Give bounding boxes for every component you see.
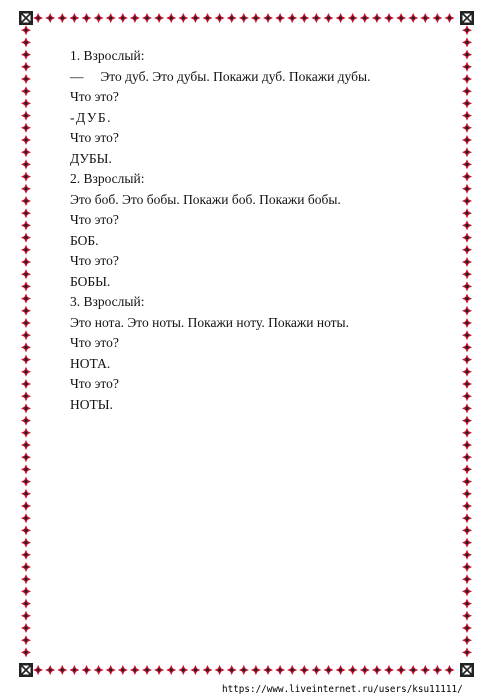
border-ornament [372,13,382,23]
border-ornament [462,50,472,60]
border-ornament [462,281,472,291]
text-line: -ДУБ. [70,109,113,125]
border-ornament [21,159,31,169]
border-ornament [21,294,31,304]
border-ornament [21,74,31,84]
border-ornament [275,665,285,675]
border-ornament [94,665,104,675]
border-ornament [106,665,116,675]
text-line: — Это дуб. Это дубы. Покажи дуб. Покажи дубы. [70,68,371,84]
border-ornament [21,220,31,230]
border-ornament [462,538,472,548]
border-ornament [462,464,472,474]
text-line: Что это? [70,89,119,104]
text-line: НОТА. [70,355,111,371]
border-ornament [130,13,140,23]
text-line: БОБ. [70,232,99,248]
border-ornament [462,306,472,316]
border-ornament [21,647,31,657]
border-ornament [462,623,472,633]
border-ornament [21,281,31,291]
border-ornament [462,513,472,523]
border-ornament [33,665,43,675]
border-ornament [462,220,472,230]
border-ornament [178,665,188,675]
border-ornament [432,665,442,675]
border-ornament [21,342,31,352]
border-ornament [462,37,472,47]
border-ornament [287,13,297,23]
border-ornament [299,13,309,23]
border-ornament [462,416,472,426]
border-ornament [462,379,472,389]
border-ornament [336,665,346,675]
border-ornament [166,665,176,675]
border-ornament [462,245,472,255]
border-ornament [21,37,31,47]
border-ornament [215,13,225,23]
border-ornament [263,13,273,23]
border-ornament [21,111,31,121]
border-ornament [462,74,472,84]
border-ornament [462,269,472,279]
border-ornament [154,13,164,23]
border-ornament [251,665,261,675]
border-ornament [21,452,31,462]
corner-ornament-bottom-left [19,663,33,677]
border-ornament [462,391,472,401]
corner-ornament-bottom-right [460,663,474,677]
text-line: Это нота. Это ноты. Покажи ноту. Покажи ноты. [70,314,349,330]
border-ornament [462,525,472,535]
border-ornament [462,599,472,609]
border-bottom [33,665,454,675]
border-ornament [462,208,472,218]
border-ornament [420,13,430,23]
border-ornament [21,635,31,645]
border-ornament [348,13,358,23]
border-ornament [21,233,31,243]
border-ornament [21,98,31,108]
border-ornament [21,403,31,413]
border-ornament [21,86,31,96]
border-ornament [462,562,472,572]
border-ornament [263,665,273,675]
border-ornament [21,477,31,487]
text-line: 1. Взрослый: [70,48,145,63]
border-ornament [462,635,472,645]
border-ornament [45,13,55,23]
border-ornament [57,13,67,23]
border-ornament [239,13,249,23]
border-ornament [462,123,472,133]
border-ornament [462,611,472,621]
border-ornament [408,665,418,675]
border-ornament [166,13,176,23]
border-ornament [462,647,472,657]
text-line: 2. Взрослый: [70,171,145,186]
border-ornament [21,330,31,340]
border-ornament [462,147,472,157]
border-ornament [106,13,116,23]
border-ornament [348,665,358,675]
border-ornament [21,574,31,584]
border-ornament [462,86,472,96]
border-ornament [462,489,472,499]
border-ornament [462,184,472,194]
text-line: ДУБЫ. [70,150,112,166]
border-ornament [396,665,406,675]
border-ornament [21,489,31,499]
border-ornament [462,318,472,328]
border-ornament [69,13,79,23]
border-ornament [462,233,472,243]
text-line: Что это? [70,335,119,350]
border-ornament [445,665,455,675]
border-ornament [396,13,406,23]
border-ornament [118,13,128,23]
border-ornament [227,13,237,23]
border-ornament [462,98,472,108]
border-ornament [21,135,31,145]
border-ornament [21,513,31,523]
border-ornament [82,665,92,675]
border-top [33,13,454,23]
border-ornament [462,25,472,35]
border-ornament [432,13,442,23]
border-ornament [21,550,31,560]
border-ornament [462,501,472,511]
border-ornament [462,550,472,560]
border-ornament [57,665,67,675]
border-ornament [178,13,188,23]
border-ornament [311,665,321,675]
text-line: Что это? [70,253,119,268]
text-line: Что это? [70,212,119,227]
border-ornament [462,196,472,206]
border-ornament [190,665,200,675]
border-ornament [384,13,394,23]
corner-ornament-top-right [460,11,474,25]
border-ornament [462,367,472,377]
border-ornament [21,464,31,474]
border-ornament [287,665,297,675]
border-ornament [21,391,31,401]
border-ornament [462,452,472,462]
border-ornament [21,25,31,35]
border-ornament [21,562,31,572]
border-ornament [462,257,472,267]
border-ornament [360,665,370,675]
border-ornament [462,172,472,182]
border-ornament [142,13,152,23]
border-ornament [21,306,31,316]
border-ornament [462,477,472,487]
border-ornament [130,665,140,675]
border-ornament [372,665,382,675]
border-ornament [21,538,31,548]
border-ornament [324,13,334,23]
border-ornament [21,586,31,596]
text-line: Это боб. Это бобы. Покажи боб. Покажи бобы. [70,191,341,207]
border-ornament [21,623,31,633]
border-ornament [190,13,200,23]
border-ornament [324,665,334,675]
border-ornament [360,13,370,23]
border-ornament [462,574,472,584]
border-ornament [82,13,92,23]
border-ornament [21,440,31,450]
border-ornament [462,111,472,121]
border-ornament [21,172,31,182]
border-left [21,25,31,657]
border-ornament [299,665,309,675]
border-ornament [21,257,31,267]
border-ornament [94,13,104,23]
border-ornament [33,13,43,23]
corner-ornament-top-left [19,11,33,25]
border-ornament [21,611,31,621]
border-ornament [21,501,31,511]
border-ornament [227,665,237,675]
border-ornament [275,13,285,23]
border-ornament [21,62,31,72]
border-ornament [462,135,472,145]
border-ornament [69,665,79,675]
border-ornament [462,342,472,352]
border-ornament [462,428,472,438]
border-ornament [21,208,31,218]
border-ornament [142,665,152,675]
border-ornament [21,428,31,438]
border-ornament [21,123,31,133]
border-ornament [21,269,31,279]
text-line: НОТЫ. [70,396,113,412]
text-line: Что это? [70,130,119,145]
text-line: 3. Взрослый: [70,294,145,309]
border-ornament [154,665,164,675]
border-ornament [462,355,472,365]
border-ornament [45,665,55,675]
text-line: Что это? [70,376,119,391]
border-ornament [21,50,31,60]
border-ornament [21,196,31,206]
border-ornament [462,403,472,413]
border-ornament [203,13,213,23]
border-ornament [420,665,430,675]
watermark-url: https://www.liveinternet.ru/users/ksu11111/ [222,684,463,695]
border-ornament [215,665,225,675]
border-ornament [21,245,31,255]
border-ornament [21,525,31,535]
border-ornament [462,294,472,304]
border-ornament [462,586,472,596]
border-ornament [21,318,31,328]
text-line: БОБЫ. [70,273,111,289]
border-ornament [239,665,249,675]
border-ornament [21,416,31,426]
border-ornament [445,13,455,23]
border-right [462,25,472,657]
border-ornament [21,379,31,389]
border-ornament [462,440,472,450]
border-ornament [21,147,31,157]
border-ornament [311,13,321,23]
border-ornament [21,599,31,609]
border-ornament [462,330,472,340]
border-ornament [251,13,261,23]
border-ornament [118,665,128,675]
border-ornament [21,184,31,194]
border-ornament [21,367,31,377]
border-ornament [21,355,31,365]
border-ornament [384,665,394,675]
border-ornament [408,13,418,23]
border-ornament [462,62,472,72]
border-ornament [336,13,346,23]
border-ornament [462,159,472,169]
document-text [70,46,430,415]
border-ornament [203,665,213,675]
